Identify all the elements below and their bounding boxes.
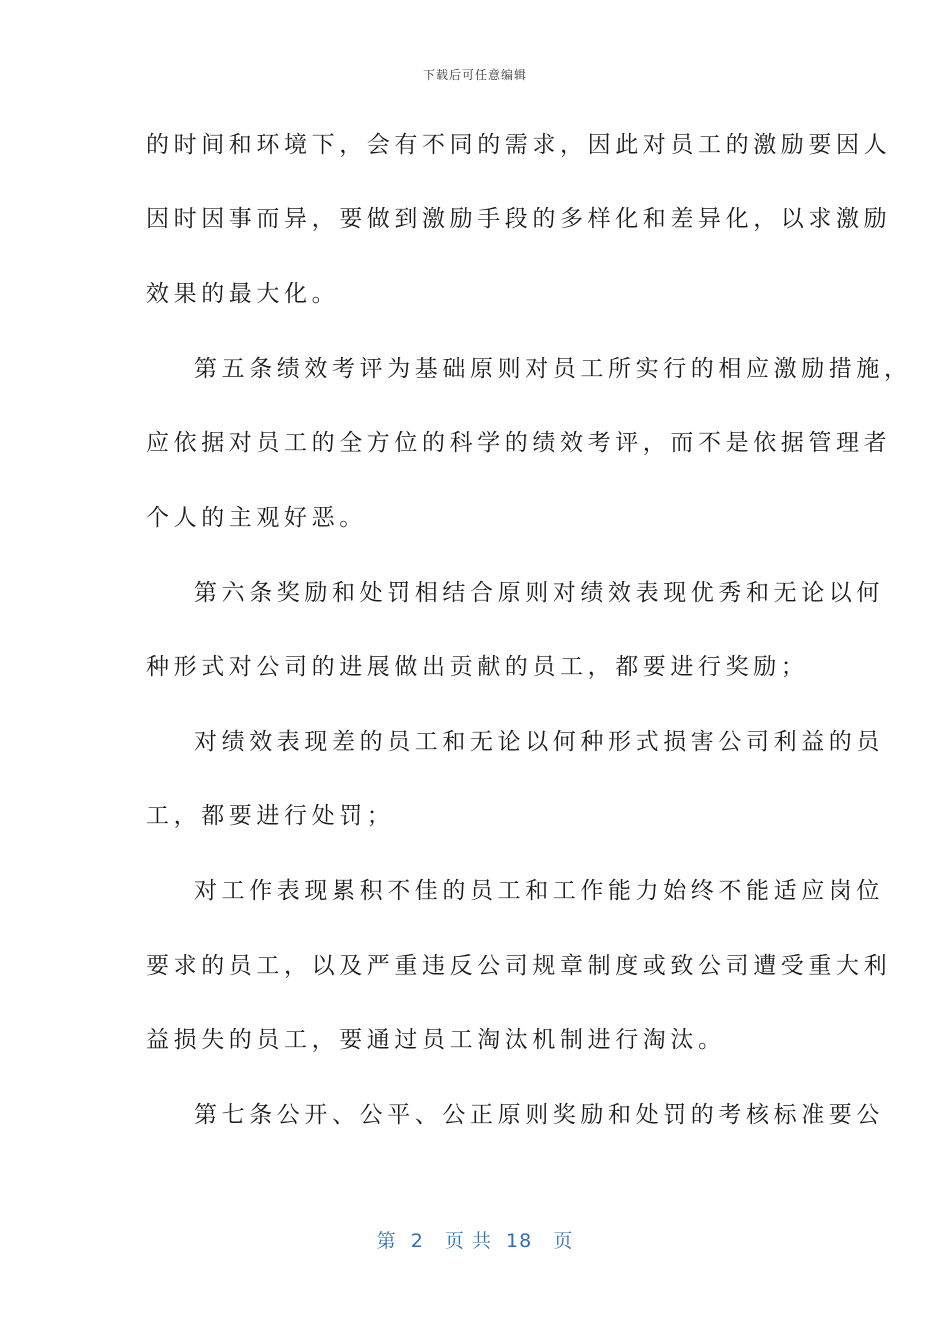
body-line: 对绩效表现差的员工和无论以何种形式损害公司利益的员 (194, 729, 884, 755)
body-line: 应依据对员工的全方位的科学的绩效考评，而不是依据管理者 (146, 430, 892, 456)
body-line: 的时间和环境下，会有不同的需求，因此对员工的激励要因人 (146, 132, 892, 158)
body-line: 种形式对公司的进展做出贡献的员工，都要进行奖励； (146, 654, 809, 680)
body-line: 第五条绩效考评为基础原则对员工所实行的相应激励措施， (194, 356, 912, 382)
body-line: 效果的最大化。 (146, 281, 340, 307)
body-line: 因时因事而异，要做到激励手段的多样化和差异化，以求激励 (146, 206, 892, 232)
body-line: 益损失的员工，要通过员工淘汰机制进行淘汰。 (146, 1027, 726, 1053)
body-line: 第六条奖励和处罚相结合原则对绩效表现优秀和无论以何 (194, 580, 884, 606)
body-line: 对工作表现累积不佳的员工和工作能力始终不能适应岗位 (194, 878, 884, 904)
body-line: 工，都要进行处罚； (146, 803, 395, 829)
body-line: 第七条公开、公平、公正原则奖励和处罚的考核标准要公 (194, 1102, 884, 1128)
body-line: 要求的员工，以及严重违反公司规章制度或致公司遭受重大利 (146, 953, 892, 979)
body-line: 个人的主观好恶。 (146, 505, 367, 531)
page-header-note: 下载后可任意编辑 (422, 68, 527, 82)
page-number-footer: 第 2 页 共 18 页 (376, 1230, 574, 1252)
